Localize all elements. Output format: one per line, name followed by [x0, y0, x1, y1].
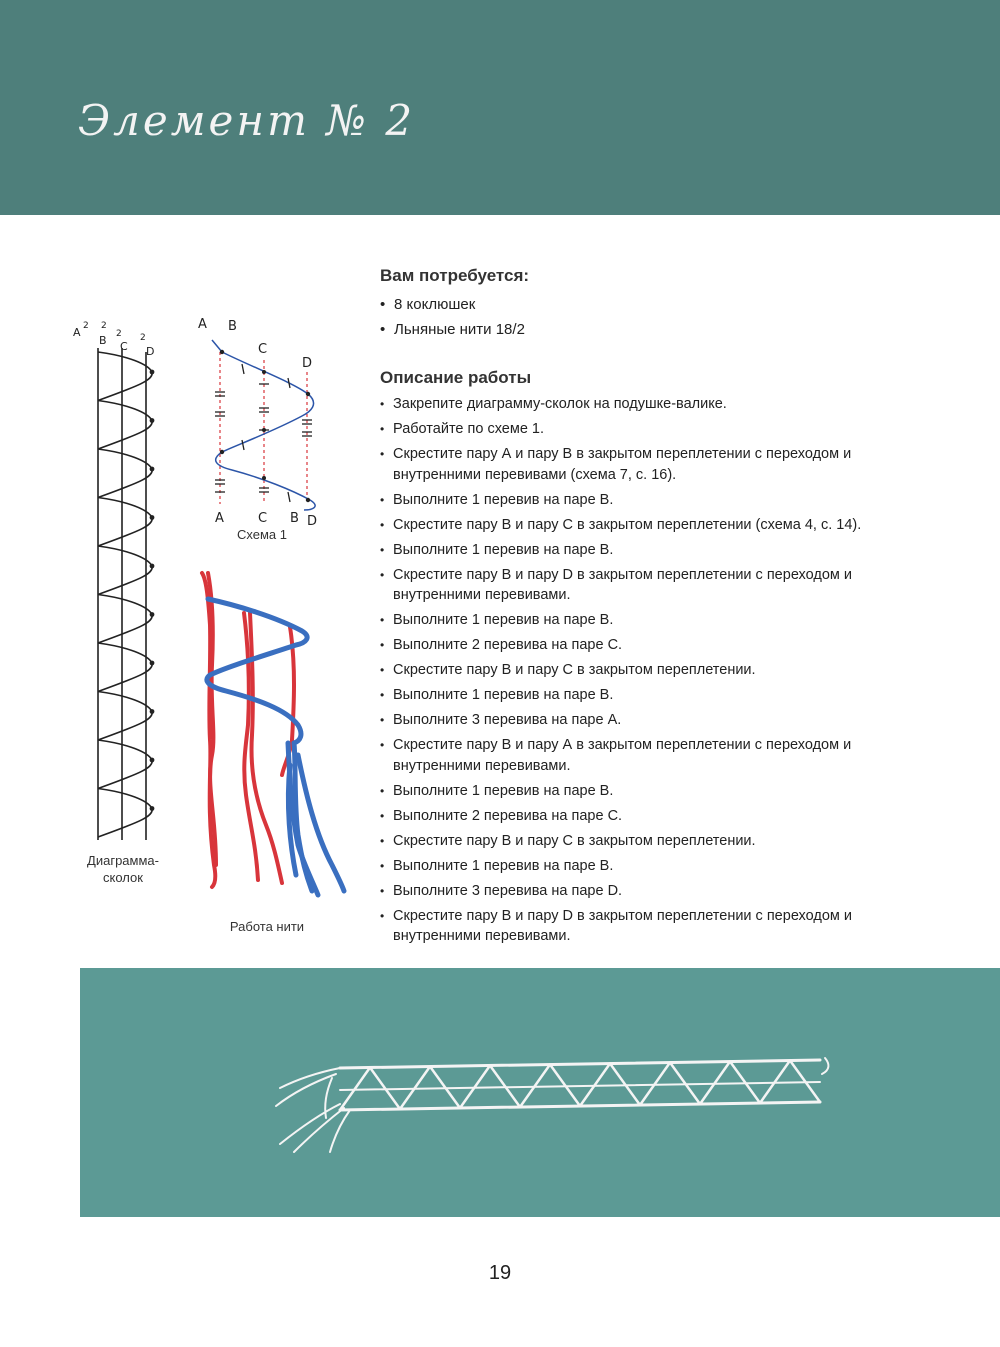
- lace-braid-image: [270, 1048, 850, 1158]
- scheme-bottom-label-c: C: [258, 511, 268, 526]
- list-item: • Выполните 1 перевив на паре В.: [380, 540, 940, 561]
- scheme-caption: Схема 1: [237, 527, 287, 542]
- materials-section: [380, 266, 960, 342]
- list-item: • Работайте по схеме 1.: [380, 419, 940, 440]
- pricking-caption-line2: сколок: [103, 870, 143, 885]
- pricking-labels: [73, 321, 154, 358]
- pricking-label-2: 2: [140, 333, 146, 343]
- scheme-top-label-d: D: [302, 356, 313, 371]
- list-item: • Выполните 1 перевив на паре В.: [380, 490, 940, 511]
- pricking-caption: [68, 852, 178, 886]
- header-band: [0, 0, 1000, 215]
- list-item: • Закрепите диаграмму-сколок на подушке-валике.: [380, 394, 940, 415]
- list-item: • Скрестите пару В и пару А в закрытом переплетении с переходом и внутренними перевивами.: [380, 735, 940, 776]
- pricking-label-b: B: [99, 334, 107, 347]
- scheme-top-label-a: A: [198, 317, 207, 332]
- list-item: • Выполните 1 перевив на паре В.: [380, 610, 940, 631]
- pricking-label-d: D: [146, 345, 155, 358]
- threads-caption: Работа нити: [229, 919, 305, 934]
- pricking-label-2: 2: [101, 321, 107, 331]
- materials-list: [380, 292, 960, 342]
- page-number: 19: [488, 1262, 512, 1284]
- list-item: • Скрестите пару В и пару D в закрытом переплетении с переходом и внутренними перевивами.: [380, 565, 940, 606]
- scheme-top-label-c: C: [258, 342, 268, 357]
- scheme-bottom-label-a: A: [215, 511, 224, 526]
- list-item: • Выполните 1 перевив на паре В.: [380, 685, 940, 706]
- list-item: • Скрестите пару А и пару В в закрытом переплетении с переходом и внутренними перевивами (схема 7, с. 16).: [380, 444, 940, 485]
- scheme-bottom-label-b: B: [290, 511, 299, 526]
- list-item: • 8 коклюшек: [380, 292, 960, 317]
- scheme-top-label-b: B: [228, 319, 237, 334]
- pricking-label-c: C: [120, 340, 128, 353]
- instructions-heading: Описание работы: [380, 368, 532, 387]
- list-item: • Выполните 1 перевив на паре В.: [380, 856, 940, 877]
- list-item: • Выполните 2 перевива на паре С.: [380, 806, 940, 827]
- list-item: • Выполните 3 перевива на паре D.: [380, 881, 940, 902]
- list-item: • Выполните 2 перевива на паре С.: [380, 635, 940, 656]
- list-item: • Льняные нити 18/2: [380, 317, 960, 342]
- list-item: • Скрестите пару В и пару С в закрытом переплетении (схема 4, с. 14).: [380, 515, 940, 536]
- pricking-label-a: A: [73, 326, 81, 339]
- list-item: • Скрестите пару В и пару D в закрытом переплетении с переходом и внутренними перевивами.: [380, 906, 940, 947]
- pricking-diagram: [68, 310, 168, 850]
- page-title: Элемент № 2: [78, 96, 416, 145]
- instructions-section: [380, 368, 940, 951]
- thread-work-illustration: [186, 565, 356, 910]
- pricking-label-2: 2: [83, 321, 89, 331]
- scheme-bottom-label-d: D: [307, 514, 318, 527]
- pricking-caption-line1: Диаграмма-: [87, 853, 159, 868]
- list-item: • Выполните 1 перевив на паре В.: [380, 781, 940, 802]
- list-item: • Выполните 3 перевива на паре А.: [380, 710, 940, 731]
- lace-photo-band: [80, 968, 1000, 1217]
- instructions-list: [380, 394, 940, 947]
- materials-heading: Вам потребуется:: [380, 266, 530, 285]
- scheme-1-diagram: [192, 312, 332, 527]
- list-item: • Скрестите пару В и пару С в закрытом переплетении.: [380, 831, 940, 852]
- list-item: • Скрестите пару В и пару С в закрытом переплетении.: [380, 660, 940, 681]
- pricking-label-2: 2: [116, 329, 122, 339]
